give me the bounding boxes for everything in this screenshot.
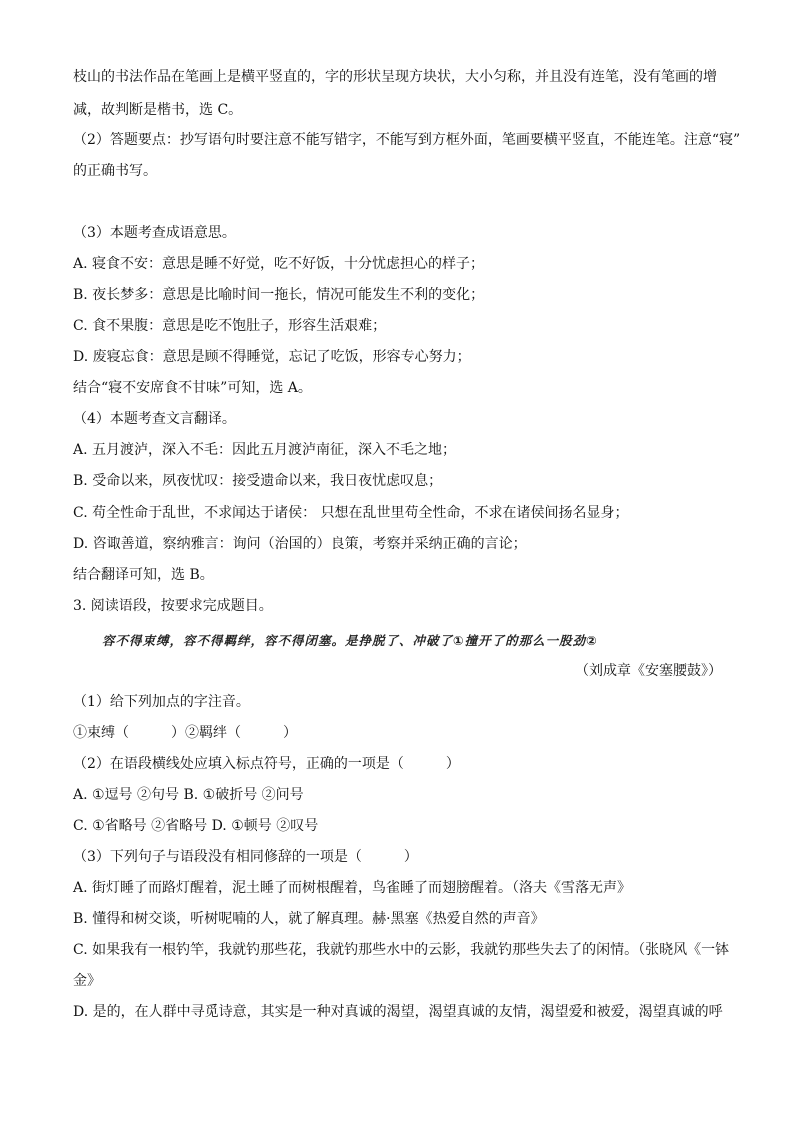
paragraph-line: 减，故判断是楷书，选 C。 bbox=[73, 102, 243, 118]
option-line: C. 苟全性命于乱世，不求闻达于诸侯： 只想在乱世里苟全性命，不求在诸侯间扬名显身； bbox=[73, 505, 629, 521]
passage-text: 容不得束缚，容不得羁绊，容不得闭塞。是挣脱了、冲破了①撞开了的那么一股劲② bbox=[102, 633, 598, 648]
option-line: A. 街灯睡了而路灯醒着，泥土睡了而树根醒着，鸟雀睡了而翅膀醒着。（洛夫《雪落无声》 bbox=[73, 880, 632, 896]
option-line: A. 寝食不安：意思是睡不好觉，吃不好饭，十分忧虑担心的样子； bbox=[73, 256, 485, 272]
option-line: B. 受命以来，夙夜忧叹：接受遗命以来，我日夜忧虑叹息； bbox=[73, 473, 443, 489]
paragraph-line: 枝山的书法作品在笔画上是横平竖直的，字的形状呈现方块状，大小匀称，并且没有连笔，没有笔画的增 bbox=[73, 69, 717, 85]
option-line: D. 是的，在人群中寻觅诗意，其实是一种对真诚的渴望，渴望真诚的友情，渴望爱和被爱，渴望真诚的呼 bbox=[73, 1004, 723, 1020]
paragraph-line: 的正确书写。 bbox=[73, 163, 157, 179]
option-line: D. 咨诹善道，察纳雅言：询问（治国的）良策，考察并采纳正确的言论； bbox=[73, 536, 527, 552]
subquestion-items: ①束缚（ ）②羁绊（ ） bbox=[73, 725, 297, 741]
option-line: A. ①逗号 ②句号 B. ①破折号 ②问号 bbox=[73, 787, 304, 803]
answer-line: 结合“寝不安席食不甘味”可知，选 A。 bbox=[73, 380, 312, 396]
option-line: C. 食不果腹：意思是吃不饱肚子，形容生活艰难； bbox=[73, 318, 387, 334]
question-3-title: 3. 阅读语段，按要求完成题目。 bbox=[73, 598, 273, 614]
subquestion-title: （3）下列句子与语段没有相同修辞的一项是（ ） bbox=[73, 849, 418, 865]
option-line: C. ①省略号 ②省略号 D. ①顿号 ②叹号 bbox=[73, 818, 319, 834]
option-line: 金》 bbox=[73, 973, 101, 989]
option-line: B. 懂得和树交谈，听树呢喃的人，就了解真理。赫·黑塞《热爱自然的声音》 bbox=[73, 911, 545, 927]
option-line: A. 五月渡泸，深入不毛：因此五月渡泸南征，深入不毛之地； bbox=[73, 442, 457, 458]
question-title: （4）本题考查文言翻译。 bbox=[73, 411, 236, 427]
question-title: （3）本题考查成语意思。 bbox=[73, 225, 236, 241]
answer-line: 结合翻译可知，选 B。 bbox=[73, 567, 214, 583]
passage-source: （刘成章《安塞腰鼓》） bbox=[575, 663, 722, 679]
option-line: D. 废寝忘食：意思是顾不得睡觉，忘记了吃饭，形容专心努力； bbox=[73, 349, 471, 365]
subquestion-title: （2）在语段横线处应填入标点符号，正确的一项是（ ） bbox=[73, 756, 460, 772]
paragraph-line: （2）答题要点：抄写语句时要注意不能写错字，不能写到方框外面，笔画要横平竖直，不能连笔。注意“寝” bbox=[73, 132, 741, 148]
option-line: B. 夜长梦多：意思是比喻时间一拖长，情况可能发生不利的变化； bbox=[73, 287, 485, 303]
option-line: C. 如果我有一根钓竿，我就钓那些花，我就钓那些水中的云影，我就钓那些失去了的闲情。（张晓风《一钵 bbox=[73, 942, 730, 958]
subquestion-title: （1）给下列加点的字注音。 bbox=[73, 694, 250, 710]
